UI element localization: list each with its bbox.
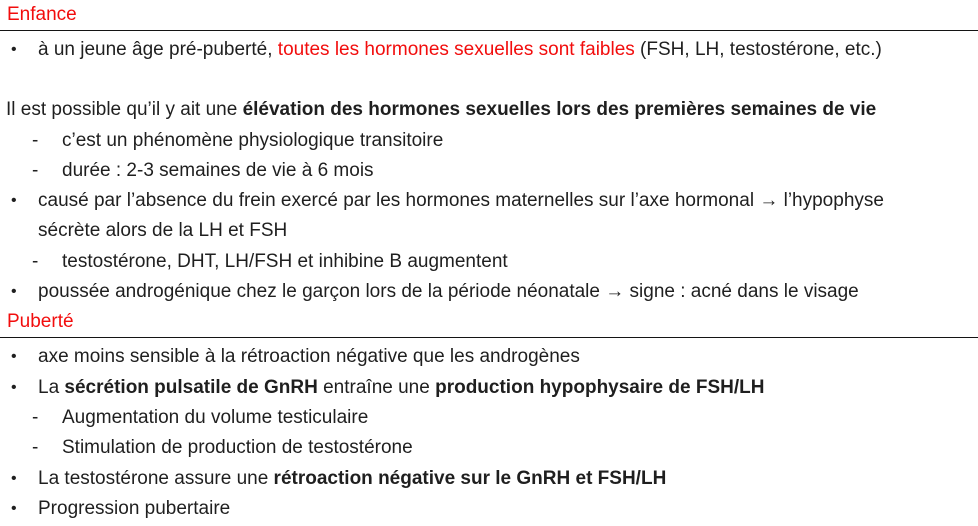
bullet-item [0,464,978,494]
arrow-glyph: → [759,190,779,212]
item-text [62,437,413,458]
bullet-item [0,494,978,524]
text-run: élévation des hormones sexuelles lors des premières semaines de vie [242,99,877,121]
item-text [38,281,859,302]
sub-item [0,156,978,186]
text-run: testostérone, DHT, LH/FSH et inhibine B augmentent [62,250,508,272]
text-run: c’est un phénomène physiologique transitoire [62,129,444,151]
item-text [38,498,230,519]
section-content [0,338,978,524]
item-text [62,407,368,428]
text-run: Progression pubertaire [38,497,231,519]
bullet-item [0,35,978,65]
item-text [6,99,876,120]
text-run: La testostérone assure une [38,467,274,489]
item-text [38,190,884,241]
text-run: La [38,376,65,398]
item-text [62,160,374,181]
bullet-icon: • [11,283,17,301]
text-run: rétroaction négative sur le GnRH et FSH/LH [273,467,667,489]
red-text-run: toutes les hormones sexuelles sont faibles [277,39,635,60]
dash-icon: - [32,406,39,428]
text-run: signe : acné dans le visage [624,281,859,303]
bullet-icon: • [11,192,17,210]
text-run: Augmentation du volume testiculaire [62,406,369,428]
item-text [62,251,508,272]
dash-icon: - [32,129,39,151]
text-run: l’hypophyse [778,190,884,212]
text-run: Il est possible qu’il y ait une [6,99,243,121]
section-heading: Puberté [7,311,74,333]
text-run: entraîne une [317,376,436,398]
text-run: poussée androgénique chez le garçon lors de la période néonatale [38,281,606,303]
text-run: à un jeune âge pré-puberté, [38,39,278,60]
sub-item [0,403,978,433]
section-content [0,31,978,307]
dash-icon: - [32,250,39,272]
section-heading: Enfance [7,4,77,25]
bullet-item [0,277,978,307]
bullet-item [0,342,978,372]
sub-item [0,126,978,156]
text-run: durée : 2-3 semaines de vie à 6 mois [62,159,374,181]
bullet-icon: • [11,41,17,58]
bullet-icon: • [11,469,17,487]
item-text [38,39,882,60]
item-text [38,346,580,367]
bullet-icon: • [11,499,17,517]
bullet-icon: • [11,348,17,366]
item-text [62,130,443,151]
blank-line [0,65,978,95]
text-run: sécrète alors de la LH et FSH [38,220,288,242]
text-run: sécrétion pulsatile de GnRH [64,376,318,398]
dash-icon: - [32,437,39,459]
item-text [38,377,764,398]
text-run: production hypophysaire de FSH/LH [435,376,765,398]
item-text [38,468,666,489]
sub-item [0,247,978,277]
text-run: causé par l’absence du frein exercé par les hormones maternelles sur l’axe hormonal [38,190,760,212]
dash-icon: - [32,159,39,181]
bullet-item [0,373,978,403]
text-run: Stimulation de production de testostérone [62,437,413,459]
paragraph [0,95,978,125]
bullet-item [0,186,978,247]
text-run: axe moins sensible à la rétroaction négative que les androgènes [38,346,580,368]
arrow-glyph: → [605,281,625,303]
sub-item [0,433,978,463]
bullet-icon: • [11,378,17,396]
text-run: (FSH, LH, testostérone, etc.) [634,39,882,60]
section-puberte [0,307,978,524]
